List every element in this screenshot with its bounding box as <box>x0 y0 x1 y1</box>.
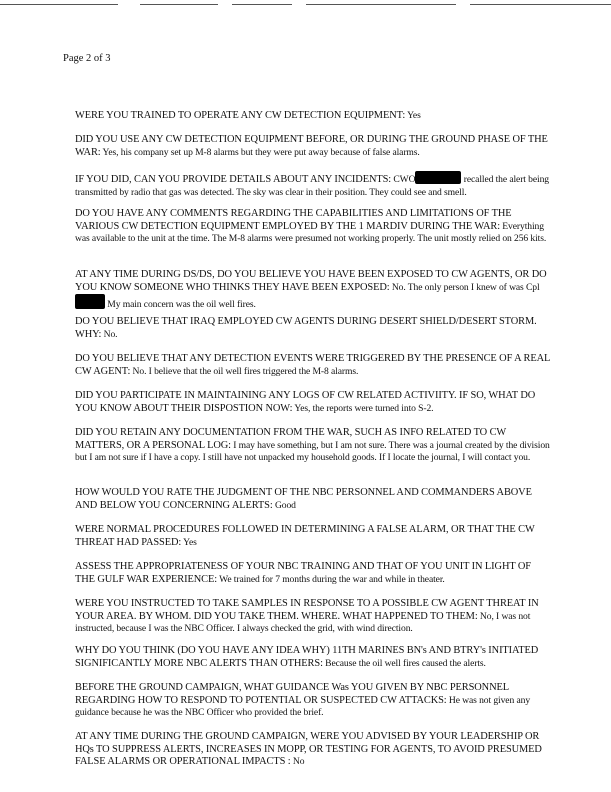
qa-item: ASSESS THE APPROPRIATENESS OF YOUR NBC TRAINING AND THAT OF YOU UNIT IN LIGHT OF THE GULF WAR EXPERIENCE: We trained for 7 months during the war and while in theater. <box>75 561 531 585</box>
page-number: Page 2 of 3 <box>63 53 111 64</box>
qa-item: DID YOU USE ANY CW DETECTION EQUIPMENT BEFORE, OR DURING THE GROUND PHASE OF THE WAR: Yes, his company set up M-8 alarms but they were put away because of false alarms. <box>75 134 548 158</box>
qa-item: WERE YOU TRAINED TO OPERATE ANY CW DETECTION EQUIPMENT: Yes <box>75 110 421 121</box>
qa-item: HOW WOULD YOU RATE THE JUDGMENT OF THE NBC PERSONNEL AND COMMANDERS ABOVE AND BELOW YOU CONCERNING ALERTS: Good <box>75 487 532 511</box>
qa-item: DO YOU BELIEVE THAT IRAQ EMPLOYED CW AGENTS DURING DESERT SHIELD/DESERT STORM. WHY: No. <box>75 316 537 340</box>
qa-item: BEFORE THE GROUND CAMPAIGN, WHAT GUIDANCE Was YOU GIVEN BY NBC PERSONNEL REGARDING HOW TO RESPOND TO POTENTIAL OR SUSPECTED CW ATTACKS: He was not given any guidance because he was the NBC Officer who provided the brief. <box>75 682 531 719</box>
qa-item: WERE YOU INSTRUCTED TO TAKE SAMPLES IN RESPONSE TO A POSSIBLE CW AGENT THREAT IN YOUR AREA. BY WHOM. DID YOU TAKE THEM. WHERE. WHAT HAPPENED TO THEM: No, I was not instructed, because I was the NBC Officer. I always checked the grid, with wind direction. <box>75 598 539 635</box>
qa-item: DID YOU PARTICIPATE IN MAINTAINING ANY LOGS OF CW RELATED ACTIVIITY. IF SO, WHAT DO YOU KNOW ABOUT THEIR DISPOSTION NOW: Yes, the reports were turned into S-2. <box>75 390 536 414</box>
redaction-mark <box>415 171 461 184</box>
qa-item: DID YOU RETAIN ANY DOCUMENTATION FROM THE WAR, SUCH AS INFO RELATED TO CW MATTERS, OR A PERSONAL LOG: I may have something, but I am not sure. There was a journal created by the division but I am not sure if I have a copy. I still have not unpacked my household goods. If I locate the journal, I will contact you. <box>75 427 550 464</box>
qa-item: AT ANY TIME DURING THE GROUND CAMPAIGN, WERE YOU ADVISED BY YOUR LEADERSHIP OR HQs TO SUPPRESS ALERTS, INCREASES IN MOPP, OR TESTING FOR AGENTS, TO AVOID PRESUMED FALSE ALARMS OR OPERATIONAL IMPACTS : No <box>75 731 542 768</box>
qa-item: IF YOU DID, CAN YOU PROVIDE DETAILS ABOUT ANY INCIDENTS: CWO recalled the alert being transmitted by radio that gas was detected. The sky was clear in their position. They could see and smell. <box>75 171 553 199</box>
redaction-mark <box>75 294 105 309</box>
qa-item: AT ANY TIME DURING DS/DS, DO YOU BELIEVE YOU HAVE BEEN EXPOSED TO CW AGENTS, OR DO YOU KNOW SOMEONE WHO THINKS THEY HAVE BEEN EXPOSED: No. The only person I knew of was Cpl My main concern was the oil well fires. <box>75 269 547 311</box>
scan-top-border <box>0 4 611 7</box>
qa-item: DO YOU BELIEVE THAT ANY DETECTION EVENTS WERE TRIGGERED BY THE PRESENCE OF A REAL CW AGENT: No. I believe that the oil well fires triggered the M-8 alarms. <box>75 353 550 377</box>
qa-item: DO YOU HAVE ANY COMMENTS REGARDING THE CAPABILITIES AND LIMITATIONS OF THE VARIOUS CW DETECTION EQUIPMENT EMPLOYED BY THE 1 MARDIV DURING THE WAR: Everything was available to the unit at the time. The M-8 alarms were presumed not working properly. The unit mostly relied on 256 kits. <box>75 208 547 245</box>
qa-item: WHY DO YOU THINK (DO YOU HAVE ANY IDEA WHY) 11TH MARINES BN's AND BTRY's INITIATED SIGNIFICANTLY MORE NBC ALERTS THAN OTHERS: Because the oil well fires caused the alerts. <box>75 645 539 669</box>
qa-item: WERE NORMAL PROCEDURES FOLLOWED IN DETERMINING A FALSE ALARM, OR THAT THE CW THREAT HAD PASSED: Yes <box>75 524 535 548</box>
